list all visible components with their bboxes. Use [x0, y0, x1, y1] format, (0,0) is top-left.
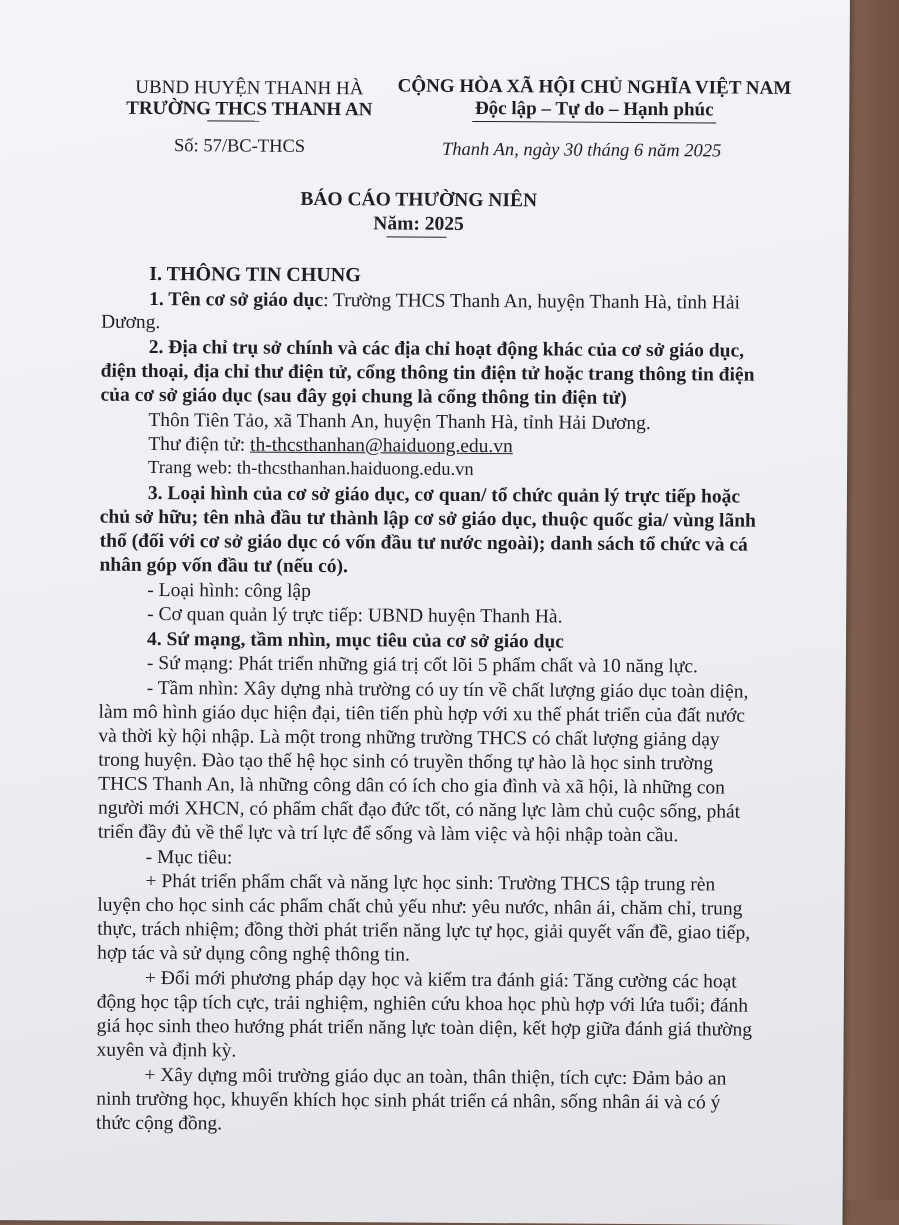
item2-line: 2. Địa chỉ trụ sở chính và các địa chỉ hoạt động khác của cơ sở giáo dục,: [148, 336, 745, 362]
item1-label: 1. Tên cơ sở giáo dục: [149, 288, 324, 312]
item3-line: thổ (đối với cơ sở giáo dục có vốn đầu tư nước ngoài); danh sách tổ chức và cá: [99, 530, 748, 556]
report-year: Năm: 2025: [373, 213, 464, 235]
vision-line: triển đầy đủ về thể lực và trí lực để sống và làm việc và hội nhập toàn cầu.: [97, 821, 679, 847]
vision-line: trong huyện. Đào tạo thế hệ học sinh có truyền thống tự hào là học sinh trường: [98, 749, 714, 775]
agency-line: - Cơ quan quản lý trực tiếp: UBND huyện Thanh Hà.: [147, 603, 563, 628]
vision-line: THCS Thanh An, là những công dân có ích cho gia đình và xã hội, là những con: [98, 773, 726, 799]
goals-label: - Mục tiêu:: [145, 846, 233, 869]
agency-name: UBND HUYỆN THANH HÀ: [135, 76, 364, 100]
goal1-line: thực, trách nhiệm; đồng thời phát triển năng lực tự học, giải quyết vấn đề, giao tiếp,: [97, 918, 751, 944]
item1-continuation: Dương.: [100, 311, 161, 334]
title-underline: [386, 236, 446, 237]
vision-line: và thời kỳ hội nhập. Là một trong những trường THCS có chất lượng giảng dạy: [98, 725, 720, 751]
goal3-line: ninh trường học, khuyến khích học sinh phát triển cá nhân, sống nhân ái và có ý: [96, 1088, 721, 1114]
goal2-line: giá học sinh theo hướng phát triển năng lực toàn diện, kết hợp giữa đánh giá thường: [96, 1015, 753, 1041]
item3-line: chủ sở hữu; tên nhà đầu tư thành lập cơ sở giáo dục, thuộc quốc gia/ vùng lãnh: [99, 506, 756, 532]
address-line: Thôn Tiên Tảo, xã Thanh An, huyện Thanh Hà, tỉnh Hải Dương.: [148, 409, 651, 435]
goal1-line: hợp tác và sử dụng công nghệ thông tin.: [97, 942, 410, 966]
item3-line: 3. Loại hình của cơ sở giáo dục, cơ quan/ tổ chức quản lý trực tiếp hoặc: [147, 482, 741, 508]
email-line: [148, 435, 513, 457]
item2-line: điện thoại, địa chỉ thư điện tử, cổng thông tin điện tử hoặc trang thông tin điện: [100, 360, 755, 386]
goal1-line: luyện cho học sinh các phẩm chất chủ yếu như: yêu nước, nhân ái, chăm chỉ, trung: [97, 894, 743, 920]
goal1-line: + Phát triển phẩm chất và năng lực học sinh: Trường THCS tập trung rèn: [145, 870, 716, 896]
email-label: Thư điện tử:: [148, 433, 251, 456]
goal2-line: + Đổi mới phương pháp dạy học và kiểm tra đánh giá: Tăng cường các hoạt: [144, 967, 737, 993]
document-number: Số: 57/BC-THCS: [173, 136, 306, 157]
item3-line: nhân góp vốn đầu tư (nếu có).: [99, 554, 349, 578]
item2-line: của cơ sở giáo dục (sau đây gọi chung là cổng thông tin điện tử): [100, 384, 627, 409]
mission-line: - Sứ mạng: Phát triển những giá trị cốt lõi 5 phẩm chất và 10 năng lực.: [146, 652, 699, 678]
vision-line: làm mô hình giáo dục hiện đại, tiên tiến phù hợp với xu thế phát triển của đất nước: [98, 701, 746, 727]
national-title: CỘNG HÒA XÃ HỘI CHỦ NGHĨA VIỆT NAM: [397, 75, 792, 99]
goal3-line: + Xây dựng môi trường giáo dục an toàn, thân thiện, tích cực: Đảm bảo an: [144, 1064, 727, 1090]
report-title: BÁO CÁO THƯỜNG NIÊN: [300, 188, 538, 212]
website-line: Trang web: th-thcsthanhan.haiduong.edu.vn: [148, 457, 474, 480]
item4-heading: 4. Sứ mạng, tầm nhìn, mục tiêu của cơ sở giáo dục: [146, 628, 564, 653]
place-and-date: Thanh An, ngày 30 tháng 6 năm 2025: [441, 139, 722, 162]
motto-underline: [472, 121, 716, 123]
item1: [149, 290, 740, 313]
type-line: - Loại hình: công lập: [147, 579, 311, 602]
vision-line: người mới XHCN, có phẩm chất đạo đức tốt, có năng lực làm chủ cuộc sống, phát: [97, 797, 741, 823]
goal2-line: xuyên và định kỳ.: [96, 1039, 237, 1062]
national-motto: Độc lập – Tự do – Hạnh phúc: [474, 97, 714, 121]
vision-line: - Tầm nhìn: Xây dựng nhà trường có uy tín về chất lượng giáo dục toàn diện,: [146, 677, 749, 703]
goal3-line: thức cộng đồng.: [96, 1112, 223, 1135]
item1-text: : Trường THCS Thanh An, huyện Thanh Hà, tỉnh Hải: [323, 290, 741, 314]
email-link[interactable]: th-thcsthanhan@haiduong.edu.vn: [250, 434, 513, 458]
school-name: TRƯỜNG THCS THANH AN: [126, 97, 373, 121]
section-heading: I. THÔNG TIN CHUNG: [149, 262, 361, 287]
school-name-underline: [207, 120, 259, 121]
goal2-line: động học tập tích cực, trải nghiệm, nghiên cứu khoa học phù hợp với lứa tuổi; đánh: [96, 991, 749, 1017]
